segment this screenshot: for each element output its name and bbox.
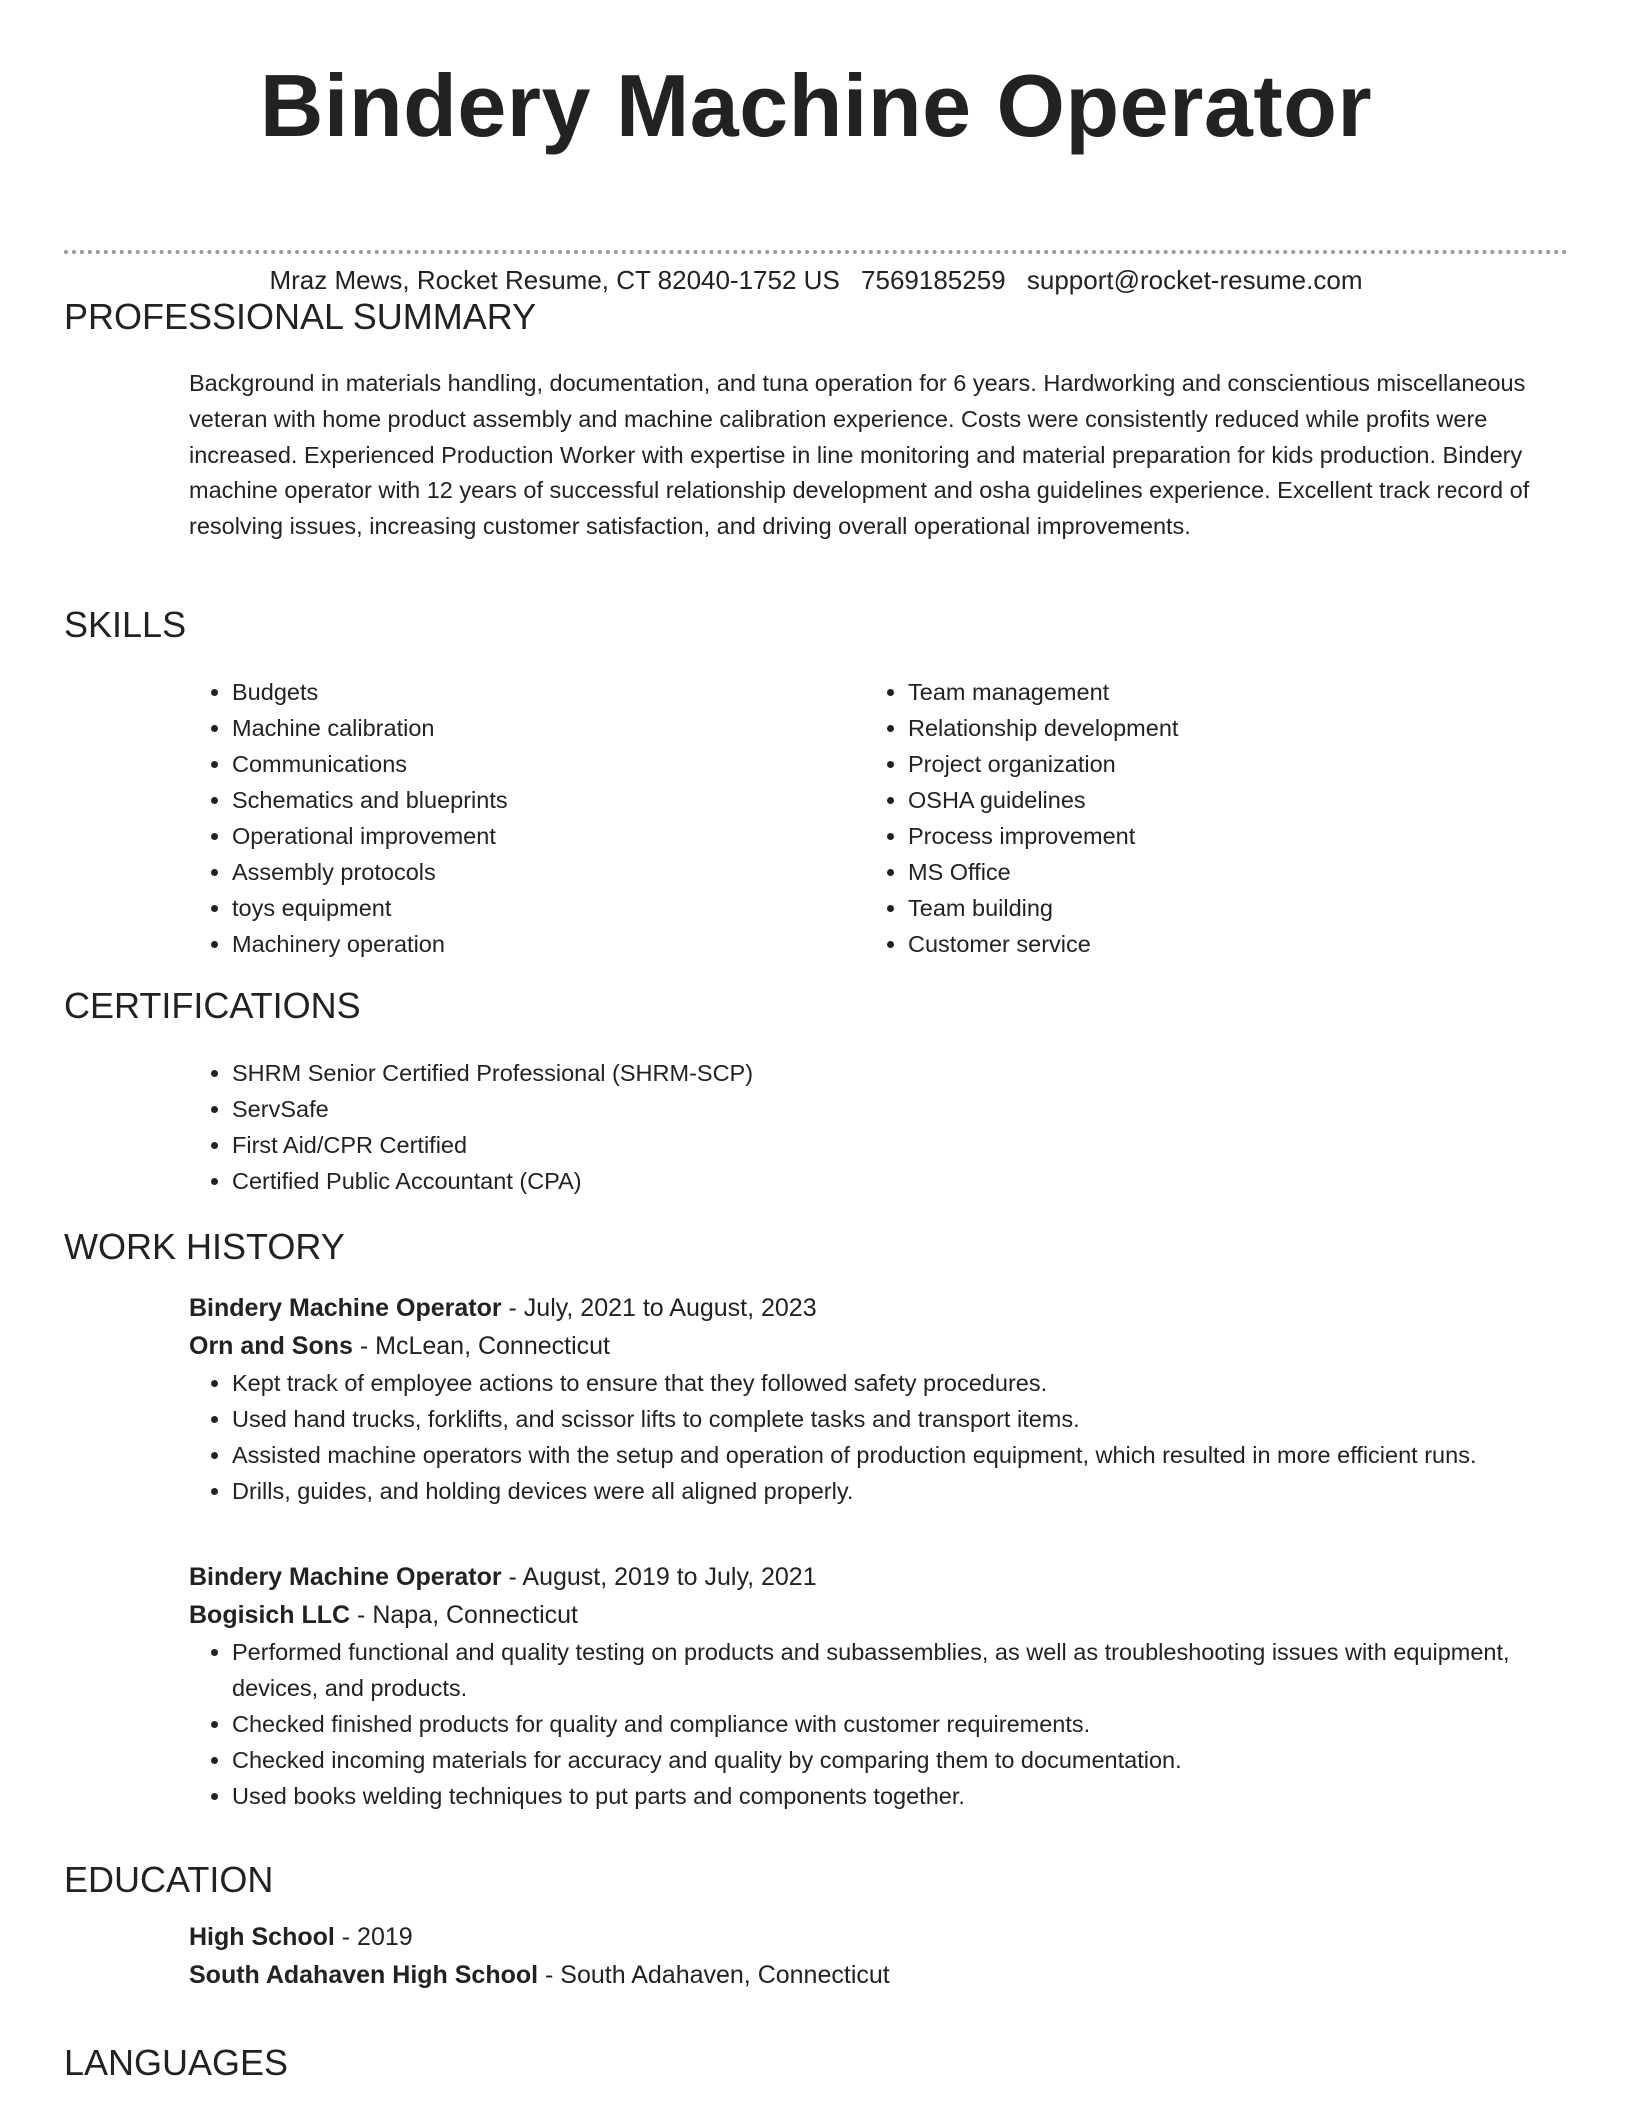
certification-item: • SHRM Senior Certified Professional (SHRM-SCP) <box>232 1055 1569 1091</box>
education-degree: High School <box>189 1923 335 1951</box>
job-title-line <box>189 1289 1569 1327</box>
skill-item: • Project organization <box>908 746 1465 782</box>
job-dates: - July, 2021 to August, 2023 <box>501 1294 817 1322</box>
job-bullet: • Assisted machine operators with the setup and operation of production equipment, which resulted in more efficient runs. <box>232 1437 1569 1473</box>
education-entry <box>189 1918 1569 1994</box>
certifications-block <box>189 1055 1569 1199</box>
contact-line <box>0 264 1632 296</box>
skill-item: • MS Office <box>908 854 1465 890</box>
certification-item: • ServSafe <box>232 1091 1569 1127</box>
job-title-line <box>189 1558 1569 1596</box>
certifications-list <box>189 1055 1569 1199</box>
job-bullet: • Checked finished products for quality and compliance with customer requirements. <box>232 1706 1569 1742</box>
certification-item: • First Aid/CPR Certified <box>232 1127 1569 1163</box>
job-dates: - August, 2019 to July, 2021 <box>501 1563 817 1591</box>
education-school-line <box>189 1956 1569 1994</box>
skill-item: • Team building <box>908 890 1465 926</box>
skill-item: • Operational improvement <box>232 818 789 854</box>
contact-phone: 7569185259 <box>861 265 1006 295</box>
job-title: Bindery Machine Operator <box>189 1294 502 1322</box>
job-company: Bogisich LLC <box>189 1601 351 1629</box>
job-bullet: • Drills, guides, and holding devices were all aligned properly. <box>232 1473 1569 1509</box>
job-title: Bindery Machine Operator <box>189 1563 502 1591</box>
skill-item: • Team management <box>908 674 1465 710</box>
contact-email: support@rocket-resume.com <box>1026 265 1363 295</box>
job-bullet: • Performed functional and quality testing on products and subassemblies, as well as troubleshooting issues with equipment, devices, and products. <box>232 1634 1569 1706</box>
summary-text: Background in materials handling, documentation, and tuna operation for 6 years. Hardworking and conscientious miscellaneous veteran with home product assembly and machine calibration experience. Costs were consistently reduced while profits were increased. Experienced Production Worker with expertise in line monitoring and material preparation for kids production. Bindery machine operator with 12 years of successful relationship development and osha guidelines experience. Excellent track record of resolving issues, increasing customer satisfaction, and driving overall operational improvements. <box>189 370 1530 540</box>
skills-list-left <box>189 674 789 962</box>
skill-item: • Relationship development <box>908 710 1465 746</box>
education-location: - South Adahaven, Connecticut <box>538 1961 890 1989</box>
skills-list-right <box>865 674 1465 962</box>
job-entry <box>189 1289 1569 1509</box>
section-title-work-history: WORK HISTORY <box>64 1226 345 1267</box>
certification-item: • Certified Public Accountant (CPA) <box>232 1163 1569 1199</box>
job-entry <box>189 1558 1569 1814</box>
job-company-line <box>189 1327 1569 1365</box>
job-bullets <box>189 1634 1569 1814</box>
skill-item: • Machine calibration <box>232 710 789 746</box>
job-bullet: • Used books welding techniques to put parts and components together. <box>232 1778 1569 1814</box>
job-company-line <box>189 1596 1569 1634</box>
job-company: Orn and Sons <box>189 1332 353 1360</box>
job-location: - McLean, Connecticut <box>352 1332 610 1360</box>
section-title-education: EDUCATION <box>64 1859 274 1900</box>
skill-item: • Budgets <box>232 674 789 710</box>
skill-item: • Assembly protocols <box>232 854 789 890</box>
section-title-languages: LANGUAGES <box>64 2042 289 2083</box>
skill-item: • toys equipment <box>232 890 789 926</box>
education-school: South Adahaven High School <box>189 1961 539 1989</box>
skill-item: • Communications <box>232 746 789 782</box>
education-year: - 2019 <box>334 1923 413 1951</box>
section-title-skills: SKILLS <box>64 604 187 645</box>
education-degree-line <box>189 1918 1569 1956</box>
job-bullet: • Checked incoming materials for accuracy and quality by comparing them to documentation. <box>232 1742 1569 1778</box>
job-location: - Napa, Connecticut <box>350 1601 579 1629</box>
job-bullets <box>189 1365 1569 1509</box>
section-title-summary: PROFESSIONAL SUMMARY <box>64 296 537 337</box>
header-divider <box>64 250 1568 254</box>
skills-column-right <box>865 674 1465 962</box>
skill-item: • Customer service <box>908 926 1465 962</box>
skill-item: • Process improvement <box>908 818 1465 854</box>
skills-column-left <box>189 674 789 962</box>
skill-item: • OSHA guidelines <box>908 782 1465 818</box>
contact-address: Mraz Mews, Rocket Resume, CT 82040-1752 US <box>269 265 840 295</box>
job-bullet: • Kept track of employee actions to ensure that they followed safety procedures. <box>232 1365 1569 1401</box>
skill-item: • Schematics and blueprints <box>232 782 789 818</box>
resume-name: Bindery Machine Operator <box>259 56 1373 155</box>
job-bullet: • Used hand trucks, forklifts, and scissor lifts to complete tasks and transport items. <box>232 1401 1569 1437</box>
section-title-certifications: CERTIFICATIONS <box>64 985 361 1026</box>
skill-item: • Machinery operation <box>232 926 789 962</box>
